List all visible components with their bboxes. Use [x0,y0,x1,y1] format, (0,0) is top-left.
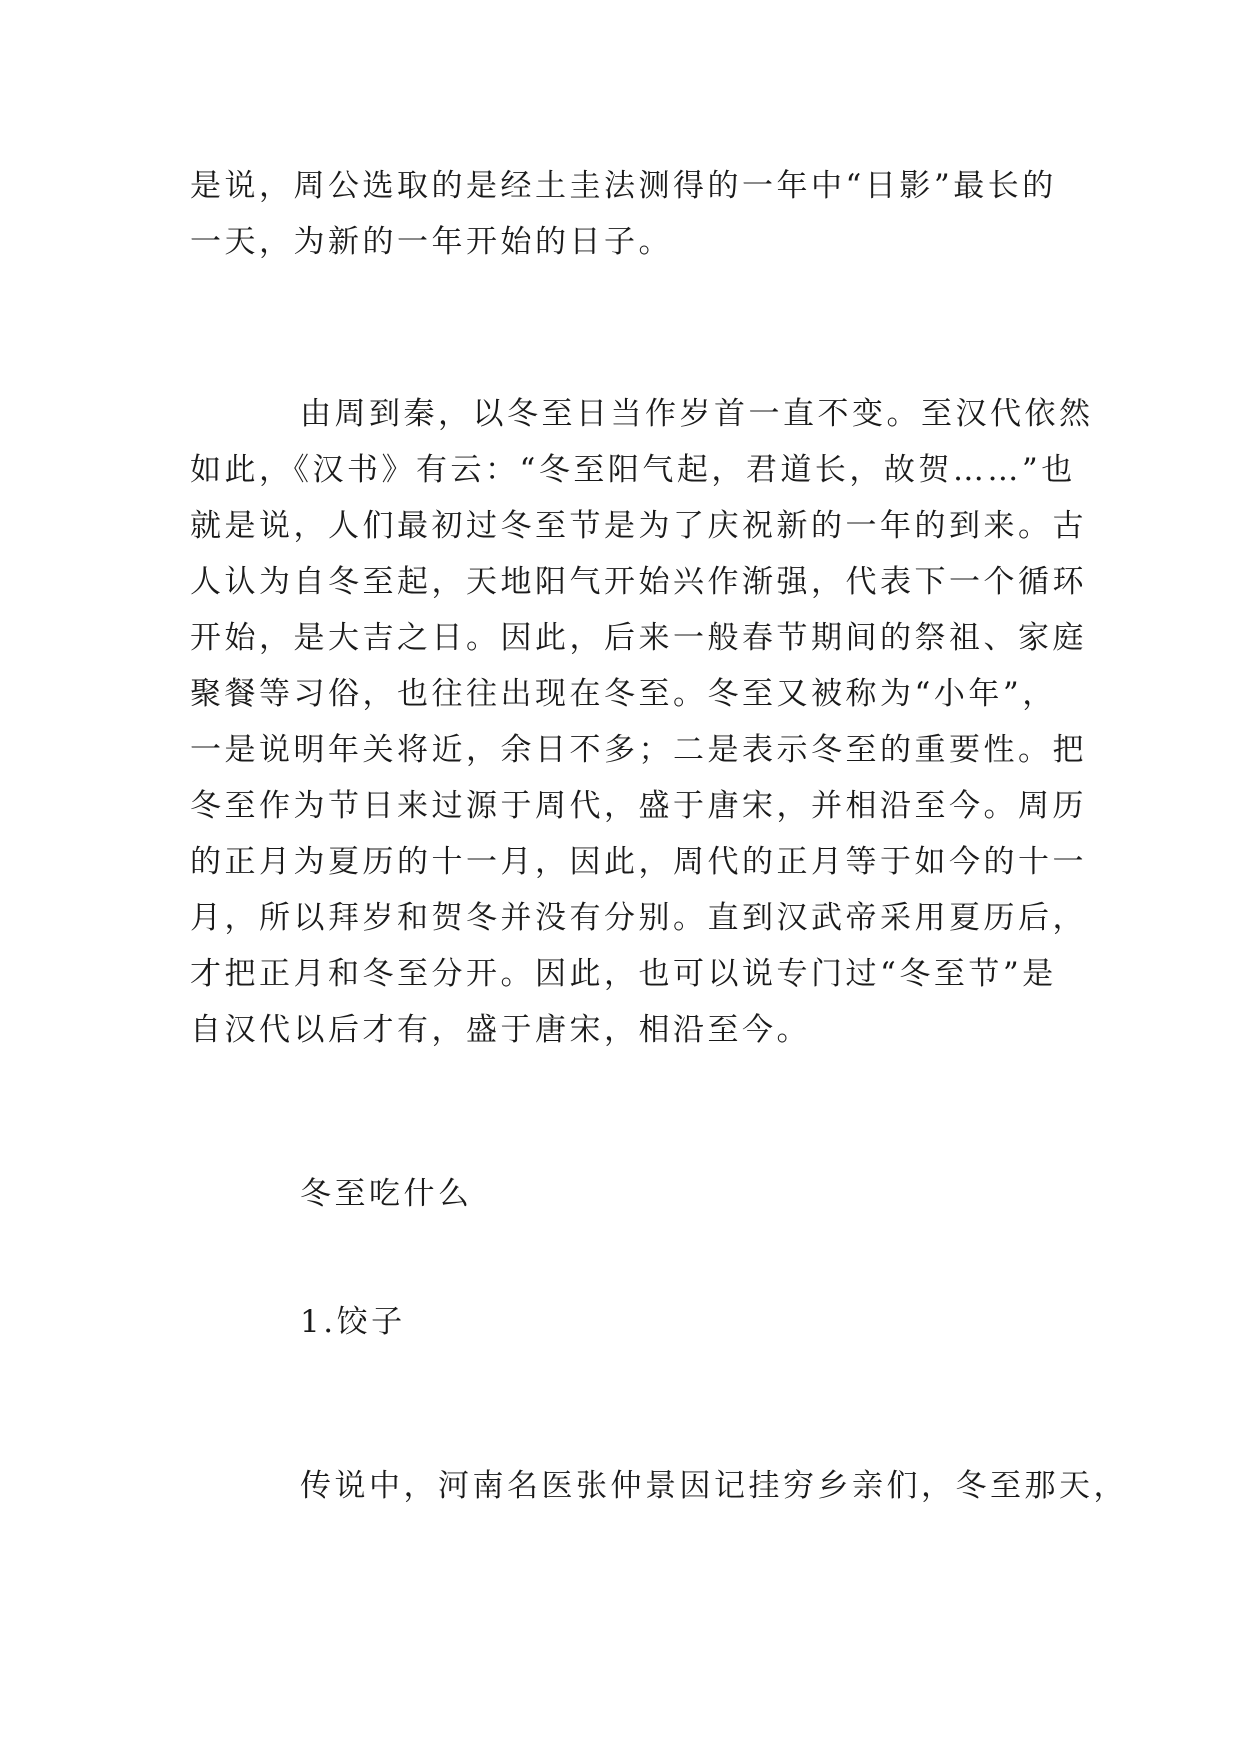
paragraph-2-line-11: 才把正月和冬至分开。因此，也可以说专门过“冬至节”是 [190,956,1057,992]
paragraph-1-line-1: 是说，周公选取的是经土圭法测得的一年中“日影”最长的 [190,168,1057,204]
paragraph-2-line-7: 一是说明年关将近，余日不多；二是表示冬至的重要性。把 [190,732,1087,768]
paragraph-2-line-10: 月，所以拜岁和贺冬并没有分别。直到汉武帝采用夏历后， [190,900,1087,936]
paragraph-3-line-1: 传说中，河南名医张仲景因记挂穷乡亲们，冬至那天， [300,1468,1128,1504]
paragraph-1-line-2: 一天，为新的一年开始的日子。 [190,224,673,260]
paragraph-2-line-2: 如此，《汉书》有云：“冬至阳气起，君道长，故贺……”也 [190,452,1076,488]
paragraph-2-line-5: 开始，是大吉之日。因此，后来一般春节期间的祭祖、家庭 [190,620,1087,656]
subsection-heading: 1.饺子 [300,1304,406,1340]
paragraph-2-line-12: 自汉代以后才有，盛于唐宋，相沿至今。 [190,1012,811,1048]
paragraph-2-line-8: 冬至作为节日来过源于周代，盛于唐宋，并相沿至今。周历 [190,788,1087,824]
paragraph-2-line-4: 人认为自冬至起，天地阳气开始兴作渐强，代表下一个循环 [190,564,1087,600]
paragraph-2-line-6: 聚餐等习俗，也往往出现在冬至。冬至又被称为“小年”， [190,676,1057,712]
paragraph-2-line-9: 的正月为夏历的十一月，因此，周代的正月等于如今的十一 [190,844,1087,880]
paragraph-2-line-1: 由周到秦，以冬至日当作岁首一直不变。至汉代依然 [300,396,1094,432]
paragraph-2-line-3: 就是说，人们最初过冬至节是为了庆祝新的一年的到来。古 [190,508,1087,544]
section-heading: 冬至吃什么 [300,1176,473,1212]
